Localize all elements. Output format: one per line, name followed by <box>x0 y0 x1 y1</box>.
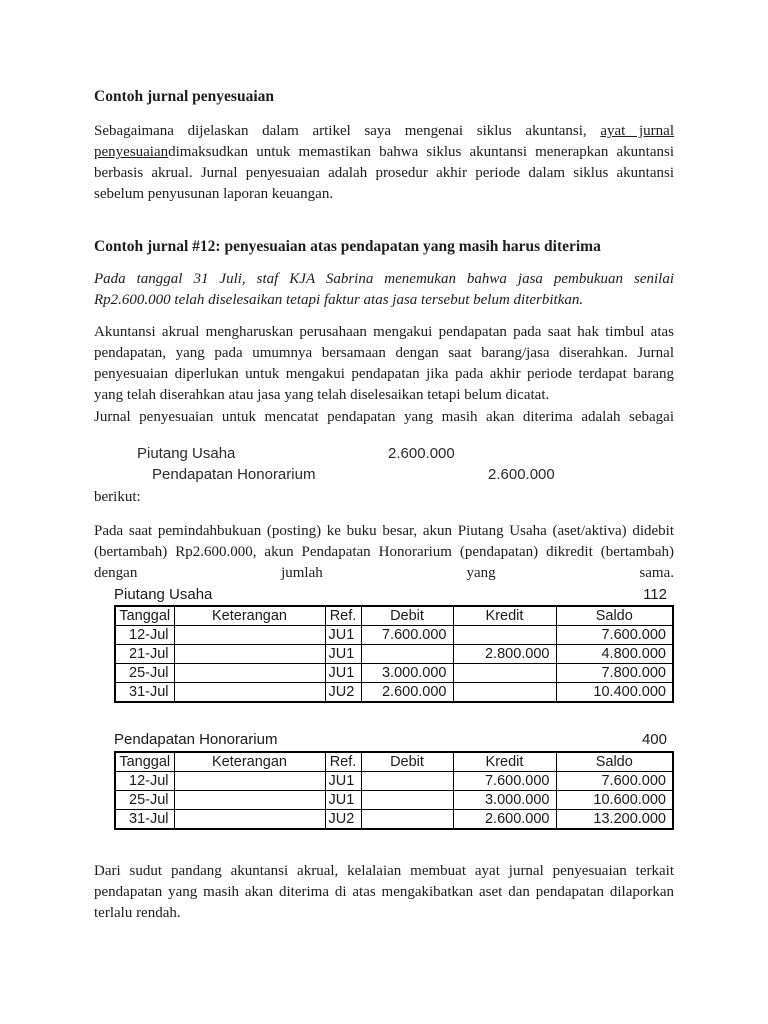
case-note-paragraph <box>94 269 674 311</box>
text-run: yang telah diserahkan atau jasa yang telah diselesaikan tetapi belum dicatat. <box>94 387 550 403</box>
ledger-cell <box>174 683 325 703</box>
entry-intro-continuation: berikut: <box>94 489 141 505</box>
text-run: pendapatan, yang pada umumnya bersamaan dengan saat barang/jasa diserahkan. Jurnal <box>94 345 674 361</box>
ledger-cell: JU1 <box>325 645 361 664</box>
text-run: dimaksudkan untuk memastikan bahwa siklus akuntansi menerapkan akuntansi <box>168 144 674 160</box>
ledger-account-name: Piutang Usaha <box>114 586 213 603</box>
ledger-cell: 25-Jul <box>115 664 174 683</box>
text-run: dengan jumlah yang sama. <box>94 565 674 581</box>
text-line <box>94 385 674 406</box>
ledger-cell <box>174 791 325 810</box>
underlined-text: ayat jurnal <box>600 123 674 139</box>
column-header: Tanggal <box>115 752 174 772</box>
ledger-row <box>115 664 673 683</box>
intro-paragraph <box>94 121 674 205</box>
column-header: Saldo <box>556 752 673 772</box>
ledger-row <box>115 626 673 645</box>
text-line <box>94 269 674 290</box>
ledger-cell <box>174 626 325 645</box>
ledger-row <box>115 772 673 791</box>
text-run: pendapatan yang masih akan diterima di atas mengakibatkan aset dan pendapatan dilaporkan <box>94 884 674 900</box>
ledger-piutang-usaha <box>114 588 674 703</box>
document-title: Contoh jurnal penyesuaian <box>94 88 275 105</box>
text-line <box>94 364 674 385</box>
ledger-cell <box>361 810 453 830</box>
ledger-account-name: Pendapatan Honorarium <box>114 731 278 748</box>
ledger-row <box>115 645 673 664</box>
accrual-paragraph <box>94 322 674 406</box>
ledger-cell: JU1 <box>325 791 361 810</box>
ledger-cell <box>361 772 453 791</box>
text-run: Akuntansi akrual mengharuskan perusahaan mengakui pendapatan pada saat hak timbul atas <box>94 324 674 340</box>
ledger-cell: 10.400.000 <box>556 683 673 703</box>
ledger-account-number: 112 <box>643 586 667 603</box>
text-line <box>94 861 674 882</box>
journal-entry <box>94 445 674 489</box>
ledger-cell: JU1 <box>325 664 361 683</box>
text-run: (bertambah) Rp2.600.000, akun Pendapatan Honorarium (pendapatan) dikredit (bertambah) <box>94 544 674 560</box>
text-line <box>94 142 674 163</box>
ledger-account-number: 400 <box>641 731 667 748</box>
ledger-cell <box>361 645 453 664</box>
ledger-cell: 3.000.000 <box>361 664 453 683</box>
text-line <box>94 563 674 584</box>
debit-amount: 2.600.000 <box>388 445 455 462</box>
journal-entry-debit-line <box>94 445 674 466</box>
ledger-cell: 7.600.000 <box>361 626 453 645</box>
ledger-cell: JU2 <box>325 810 361 830</box>
text-run: Dari sudut pandang akuntansi akrual, kelalaian membuat ayat jurnal penyesuaian terkait <box>94 863 674 879</box>
text-run: Sebagaimana dijelaskan dalam artikel saya mengenai siklus akuntansi, <box>94 123 601 139</box>
ledger-cell <box>174 664 325 683</box>
ledger-cell: 31-Jul <box>115 683 174 703</box>
ledger-cell: 25-Jul <box>115 791 174 810</box>
column-header: Kredit <box>453 752 556 772</box>
closing-paragraph <box>94 861 674 924</box>
text-line <box>94 903 674 924</box>
column-header: Kredit <box>453 606 556 626</box>
ledger-cell: 7.600.000 <box>556 626 673 645</box>
journal-entry-credit-line <box>94 466 674 487</box>
text-line <box>94 322 674 343</box>
text-run: Pada tanggal 31 Juli, staf KJA Sabrina menemukan bahwa jasa pembukuan senilai <box>94 271 674 287</box>
credit-amount: 2.600.000 <box>488 466 555 483</box>
text-line <box>94 290 674 311</box>
text-line <box>94 343 674 364</box>
ledger-cell: 31-Jul <box>115 810 174 830</box>
column-header: Ref. <box>325 752 361 772</box>
ledger-cell: 2.600.000 <box>453 810 556 830</box>
posting-paragraph <box>94 521 674 584</box>
ledger-cell <box>453 683 556 703</box>
text-run: penyesuaian diperlukan untuk mengakui pendapatan jika pada akhir periode terdapat barang <box>94 366 674 382</box>
ledger-cell: 7.600.000 <box>453 772 556 791</box>
ledger-cell: 12-Jul <box>115 772 174 791</box>
ledger-table <box>114 605 674 703</box>
column-header: Keterangan <box>174 606 325 626</box>
debit-account-name: Piutang Usaha <box>137 445 236 462</box>
text-run: sebelum penyusunan laporan keuangan. <box>94 186 334 202</box>
ledger-cell: 21-Jul <box>115 645 174 664</box>
ledger-cell: 7.800.000 <box>556 664 673 683</box>
text-run: Rp2.600.000 telah diselesaikan tetapi faktur atas jasa tersebut belum diterbitkan. <box>94 292 584 308</box>
text-run: Pada saat pemindahbukuan (posting) ke buku besar, akun Piutang Usaha (aset/aktiva) didebit <box>94 523 674 539</box>
ledger-row <box>115 810 673 830</box>
ledger-cell <box>453 664 556 683</box>
column-header: Saldo <box>556 606 673 626</box>
column-header: Tanggal <box>115 606 174 626</box>
text-line <box>94 407 674 428</box>
text-run: berbasis akrual. Jurnal penyesuaian adalah prosedur akhir periode dalam siklus akuntansi <box>94 165 674 181</box>
ledger-cell: 13.200.000 <box>556 810 673 830</box>
text-line <box>94 184 674 205</box>
entry-intro-line <box>94 407 674 428</box>
text-line <box>94 163 674 184</box>
ledger-cell: JU1 <box>325 772 361 791</box>
ledger-cell: 10.600.000 <box>556 791 673 810</box>
example-heading: Contoh jurnal #12: penyesuaian atas pendapatan yang masih harus diterima <box>94 238 601 255</box>
text-line <box>94 882 674 903</box>
ledger-cell: 2.800.000 <box>453 645 556 664</box>
ledger-cell <box>174 772 325 791</box>
ledger-cell <box>174 810 325 830</box>
column-header: Ref. <box>325 606 361 626</box>
ledger-cell: 3.000.000 <box>453 791 556 810</box>
ledger-caption <box>114 733 672 747</box>
ledger-pendapatan-honorarium <box>114 733 674 830</box>
column-header: Keterangan <box>174 752 325 772</box>
ledger-caption <box>114 588 672 602</box>
text-line <box>94 521 674 542</box>
ledger-cell: 4.800.000 <box>556 645 673 664</box>
ledger-cell: 12-Jul <box>115 626 174 645</box>
ledger-row <box>115 683 673 703</box>
text-run: Jurnal penyesuaian untuk mencatat pendapatan yang masih akan diterima adalah sebagai <box>94 409 674 425</box>
ledger-cell: JU1 <box>325 626 361 645</box>
ledger-cell: 7.600.000 <box>556 772 673 791</box>
ledger-table <box>114 751 674 830</box>
text-line <box>94 542 674 563</box>
text-run: terlalu rendah. <box>94 905 181 921</box>
ledger-cell <box>174 645 325 664</box>
ledger-cell <box>453 626 556 645</box>
column-header: Debit <box>361 752 453 772</box>
ledger-row <box>115 791 673 810</box>
ledger-header-row <box>115 606 673 626</box>
ledger-cell: 2.600.000 <box>361 683 453 703</box>
ledger-cell: JU2 <box>325 683 361 703</box>
credit-account-name: Pendapatan Honorarium <box>152 466 316 483</box>
ledger-cell <box>361 791 453 810</box>
underlined-text: penyesuaian <box>94 144 169 160</box>
ledger-header-row <box>115 752 673 772</box>
text-line <box>94 121 674 142</box>
column-header: Debit <box>361 606 453 626</box>
